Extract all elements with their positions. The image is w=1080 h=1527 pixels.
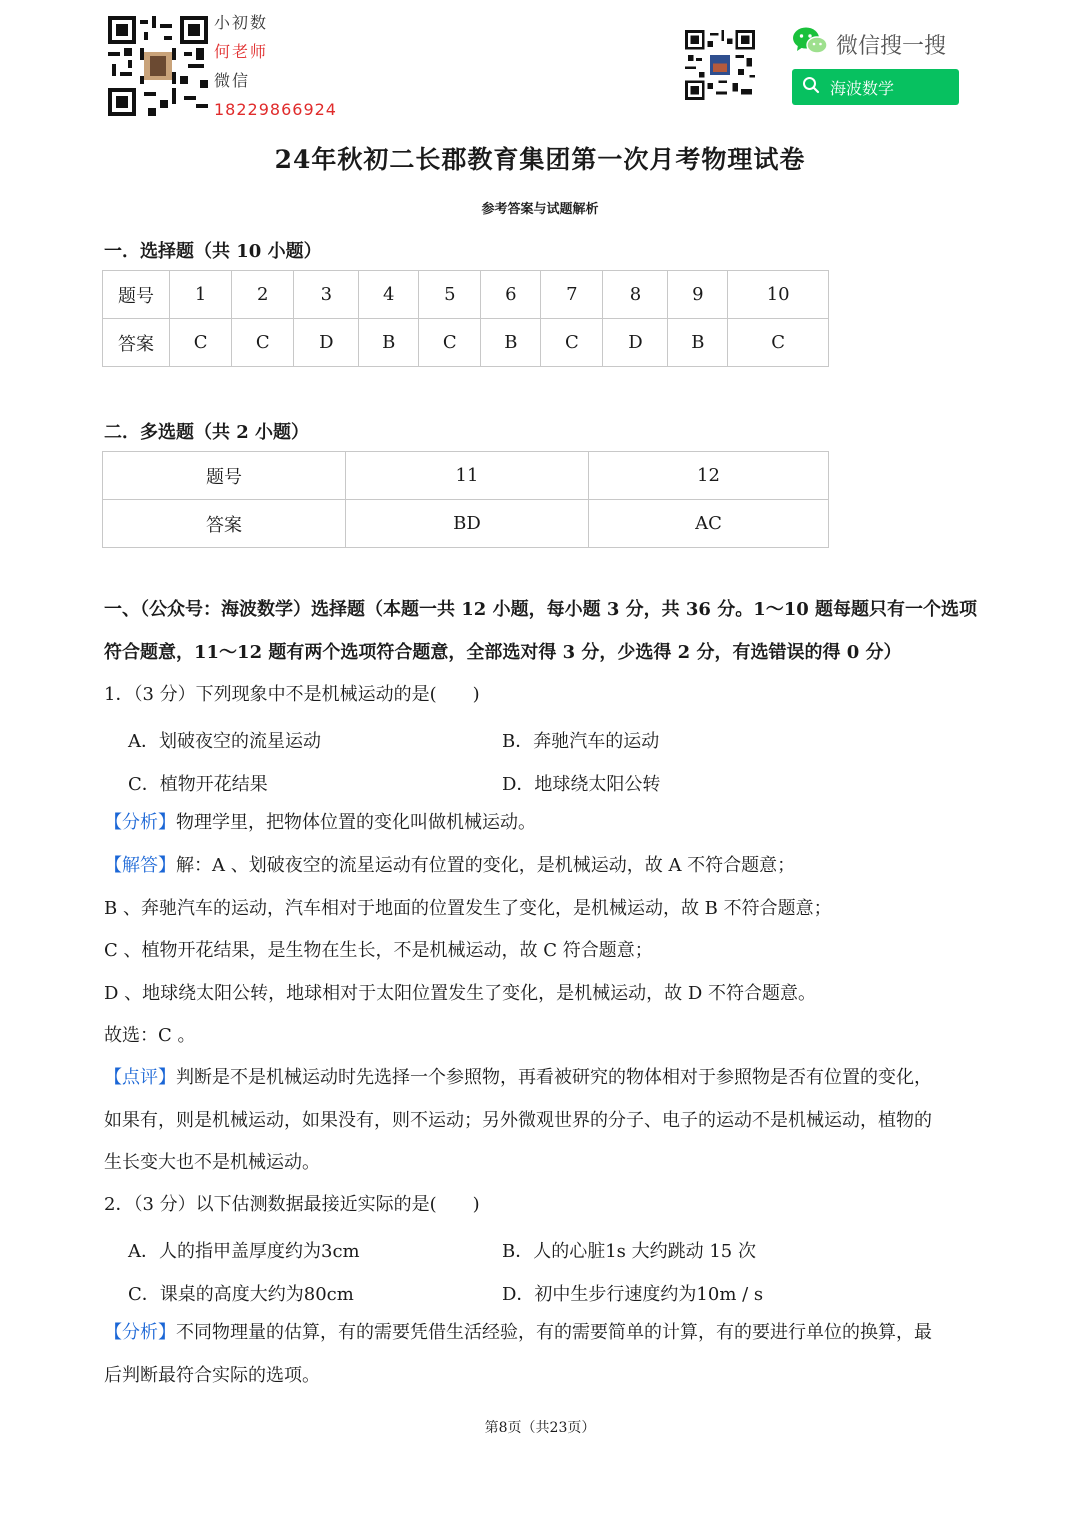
question-1-option-b: B．奔驰汽车的运动 [502, 731, 660, 752]
page-subtitle: 参考答案与试题解析 [481, 202, 599, 217]
row-label: 答案 [103, 500, 346, 548]
wechat-account-name: 海波数学 [830, 78, 895, 98]
answer-cell: B [668, 319, 728, 367]
question-1-comment [104, 1057, 932, 1185]
question-number: 5 [419, 271, 481, 319]
question-number: 1 [170, 271, 232, 319]
answer-cell: B [481, 319, 541, 367]
wechat-account-search-button[interactable] [792, 69, 959, 105]
part-intro [104, 589, 1004, 674]
question-2-option-a: A．人的指甲盖厚度约为3cm [128, 1241, 360, 1262]
contact-wechat-label: 微信 [214, 71, 251, 90]
question-number: 6 [481, 271, 541, 319]
wechat-qr-code [685, 30, 755, 100]
solution-line: C 、植物开花结果，是生物在生长，不是机械运动，故 C 符合题意； [104, 940, 653, 961]
contact-info [214, 8, 337, 124]
wechat-logo-icon [792, 26, 828, 62]
question-number: 10 [728, 271, 829, 319]
contact-qr-code [108, 16, 208, 116]
table-row [103, 500, 829, 548]
analysis-tag: 【分析】 [104, 812, 176, 833]
comment-line: 如果有，则是机械运动，如果没有，则不运动；另外微观世界的分子、电子的运动不是机械运动，植物的 [104, 1109, 932, 1131]
wechat-search-title [792, 26, 972, 62]
row-label: 题号 [103, 271, 170, 319]
question-1-solution [104, 845, 832, 1058]
contact-phone: 18229866924 [214, 100, 337, 119]
analysis-tag: 【分析】 [104, 1322, 176, 1343]
comment-line: 判断是不是机械运动时先选择一个参照物，再看被研究的物体相对于参照物是否有位置的变化， [176, 1067, 932, 1088]
question-number: 12 [589, 452, 829, 500]
question-number: 2 [232, 271, 294, 319]
analysis-line: 不同物理量的估算，有的需要凭借生活经验，有的需要简单的计算，有的要进行单位的换算，最 [176, 1322, 932, 1343]
answer-cell: D [603, 319, 668, 367]
solution-line: D 、地球绕太阳公转，地球相对于太阳位置发生了变化，是机械运动，故 D 不符合题意。 [104, 982, 817, 1004]
solution-line: 解：A 、划破夜空的流星运动有位置的变化，是机械运动，故 A 不符合题意； [176, 855, 796, 876]
contact-name: 何老师 [214, 42, 269, 61]
answer-cell: AC [589, 500, 829, 548]
contact-line-1: 小初数 [214, 13, 269, 32]
table-row [103, 319, 829, 367]
table-row [103, 452, 829, 500]
question-number: 3 [294, 271, 359, 319]
solution-line: B 、奔驰汽车的运动，汽车相对于地面的位置发生了变化，是机械运动，故 B 不符合题意； [104, 897, 832, 919]
row-label: 答案 [103, 319, 170, 367]
analysis-text: 物理学里，把物体位置的变化叫做机械运动。 [176, 812, 536, 833]
question-1-analysis [104, 802, 536, 845]
analysis-line: 后判断最符合实际的选项。 [104, 1364, 320, 1386]
solution-tag: 【解答】 [104, 855, 176, 876]
search-icon [802, 76, 820, 98]
question-2-analysis [104, 1312, 932, 1397]
wechat-search-label: 微信搜一搜 [836, 33, 947, 59]
question-1-stem: 1．（3 分）下列现象中不是机械运动的是( ) [104, 684, 480, 705]
question-number: 9 [668, 271, 728, 319]
row-label: 题号 [103, 452, 346, 500]
answer-cell: BD [346, 500, 589, 548]
table-row [103, 271, 829, 319]
solution-line: 故选：C 。 [104, 1025, 196, 1046]
answer-cell: C [170, 319, 232, 367]
question-number: 7 [541, 271, 603, 319]
part-intro-line-1: 一、（公众号：海波数学）选择题（本题一共 12 小题，每小题 3 分，共 36 分。1～10 题每题只有一个选项 [104, 599, 978, 620]
answer-cell: C [728, 319, 829, 367]
section-1-answer-table [102, 270, 829, 367]
section-2-heading: 二．多选题（共 2 小题） [104, 422, 310, 443]
question-number: 11 [346, 452, 589, 500]
question-number: 8 [603, 271, 668, 319]
question-1-option-a: A．划破夜空的流星运动 [128, 731, 321, 752]
page-number: 第8页（共23页） [484, 1420, 596, 1436]
section-1-heading: 一．选择题（共 10 小题） [104, 241, 322, 262]
question-1-option-c: C．植物开花结果 [128, 774, 268, 795]
question-number: 4 [359, 271, 419, 319]
answer-cell: D [294, 319, 359, 367]
question-1-option-d: D．地球绕太阳公转 [502, 774, 661, 795]
question-2-option-b: B．人的心脏1s 大约跳动 15 次 [502, 1241, 756, 1262]
answer-cell: C [419, 319, 481, 367]
question-2-option-d: D．初中生步行速度约为10m / s [502, 1284, 764, 1305]
comment-line: 生长变大也不是机械运动。 [104, 1152, 320, 1173]
answer-cell: C [541, 319, 603, 367]
section-2-answer-table [102, 451, 829, 548]
question-2-option-c: C．课桌的高度大约为80cm [128, 1284, 354, 1305]
comment-tag: 【点评】 [104, 1067, 176, 1088]
question-2-stem: 2．（3 分）以下估测数据最接近实际的是( ) [104, 1194, 480, 1215]
page-title: 24年秋初二长郡教育集团第一次月考物理试卷 [274, 145, 806, 174]
answer-cell: B [359, 319, 419, 367]
part-intro-line-2: 符合题意，11～12 题有两个选项符合题意，全部选对得 3 分，少选得 2 分，有选错误的得 0 分） [104, 641, 902, 663]
answer-cell: C [232, 319, 294, 367]
